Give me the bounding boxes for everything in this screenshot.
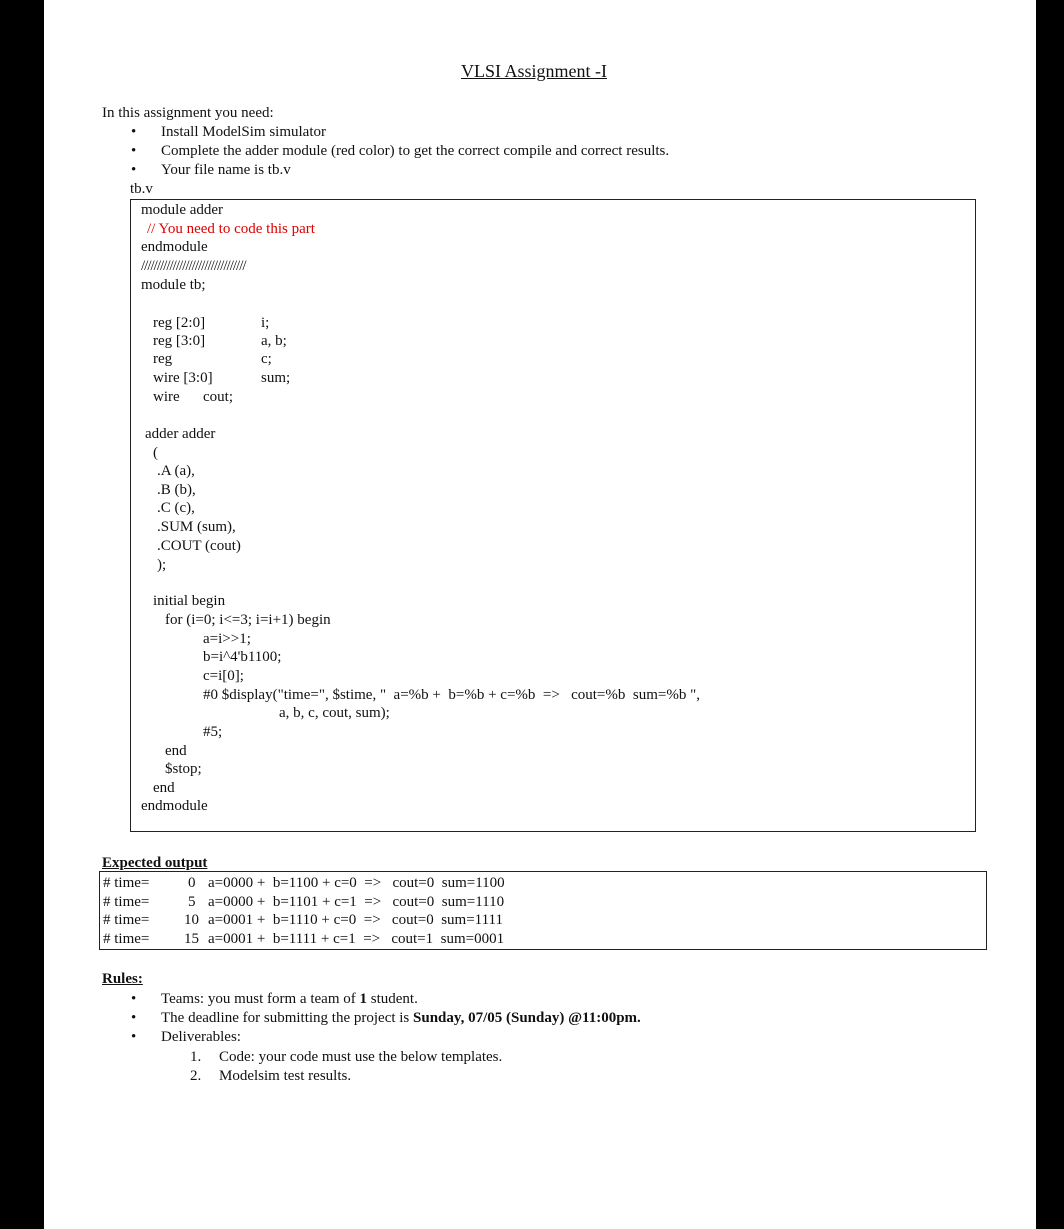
bullet-item: • Your file name is tb.v [161,161,291,180]
port-line: .COUT (cout) [157,538,241,554]
code-line: for (i=0; i<=3; i=i+1) begin [165,612,331,628]
code-line: ( [153,445,158,461]
bullet-item: • Install ModelSim simulator [161,123,326,142]
code-box [130,199,976,832]
page-title: VLSI Assignment -I [461,61,607,81]
output-values: a=0001 + b=1111 + c=1 => cout=1 sum=0001 [208,931,505,947]
output-values: a=0000 + b=1101 + c=1 => cout=0 sum=1110 [208,894,505,910]
code-line: end [165,743,187,759]
reg-type: reg [153,351,173,367]
output-values: a=0001 + b=1110 + c=0 => cout=0 sum=1111 [208,912,503,928]
filename-label: tb.v [130,181,153,197]
document-page [44,0,1036,1229]
port-line: .SUM (sum), [157,519,236,535]
sub-num: 1. [190,1049,202,1065]
output-prefix: # time= [103,931,150,947]
reg-name: sum; [261,370,291,386]
code-line: #0 $display("time=", $stime, " a=%b + b=%b + c=%b => cout=%b sum=%b ", [203,687,700,703]
expected-output-box [99,871,987,950]
rule-text: student. [367,991,418,1007]
output-time: 0 [188,875,196,891]
output-time: 5 [188,894,196,910]
code-line: a=i>>1; [203,631,251,647]
intro-text: In this assignment you need: [102,105,274,121]
reg-type: reg [2:0] [153,315,206,331]
output-prefix: # time= [103,875,150,891]
code-line: end [153,780,175,796]
sub-item: Code: your code must use the below templates. [219,1049,503,1065]
expected-output-label: Expected output [102,855,208,871]
rule-text: Teams: you must form a team of [161,991,360,1007]
code-line: initial begin [153,593,226,609]
code-comment: // You need to code this part [147,221,315,237]
rule-item-teams [161,990,418,1009]
bullet-item: • Complete the adder module (red color) to get the correct compile and correct results. [161,142,669,161]
output-time: 15 [184,931,199,947]
rule-text: The deadline for submitting the project is [161,1010,414,1026]
code-line: c=i[0]; [203,668,244,684]
code-separator: ///////////////////////////////// [141,258,246,274]
code-line: a, b, c, cout, sum); [279,705,390,721]
output-prefix: # time= [103,894,150,910]
code-line: $stop; [165,761,202,777]
rule-item-deliverables: • Deliverables: [161,1028,241,1047]
output-prefix: # time= [103,912,150,928]
code-line: module adder [141,202,224,218]
reg-type: wire [3:0] [153,370,213,386]
rule-bold: Sunday, 07/05 (Sunday) @11:00pm. [413,1010,641,1026]
port-line: .C (c), [157,500,195,516]
rules-label: Rules: [102,971,143,987]
code-line: #5; [203,724,223,740]
reg-type: wire [153,389,180,405]
code-line: endmodule [141,798,208,814]
rule-item-deadline [161,1009,641,1028]
port-line: .A (a), [157,463,195,479]
reg-name: cout; [203,389,233,405]
code-line: module tb; [141,277,206,293]
sub-item: Modelsim test results. [219,1068,352,1084]
reg-name: i; [261,315,270,331]
code-line: b=i^4'b1100; [203,649,282,665]
rule-bold: 1 [359,991,367,1007]
output-time: 10 [184,912,199,928]
reg-type: reg [3:0] [153,333,206,349]
code-line: ); [157,557,167,573]
reg-name: a, b; [261,333,287,349]
code-line: endmodule [141,239,208,255]
output-values: a=0000 + b=1100 + c=0 => cout=0 sum=1100 [208,875,505,891]
code-line: adder adder [145,426,216,442]
sub-num: 2. [190,1068,202,1084]
port-line: .B (b), [157,482,196,498]
reg-name: c; [261,351,272,367]
